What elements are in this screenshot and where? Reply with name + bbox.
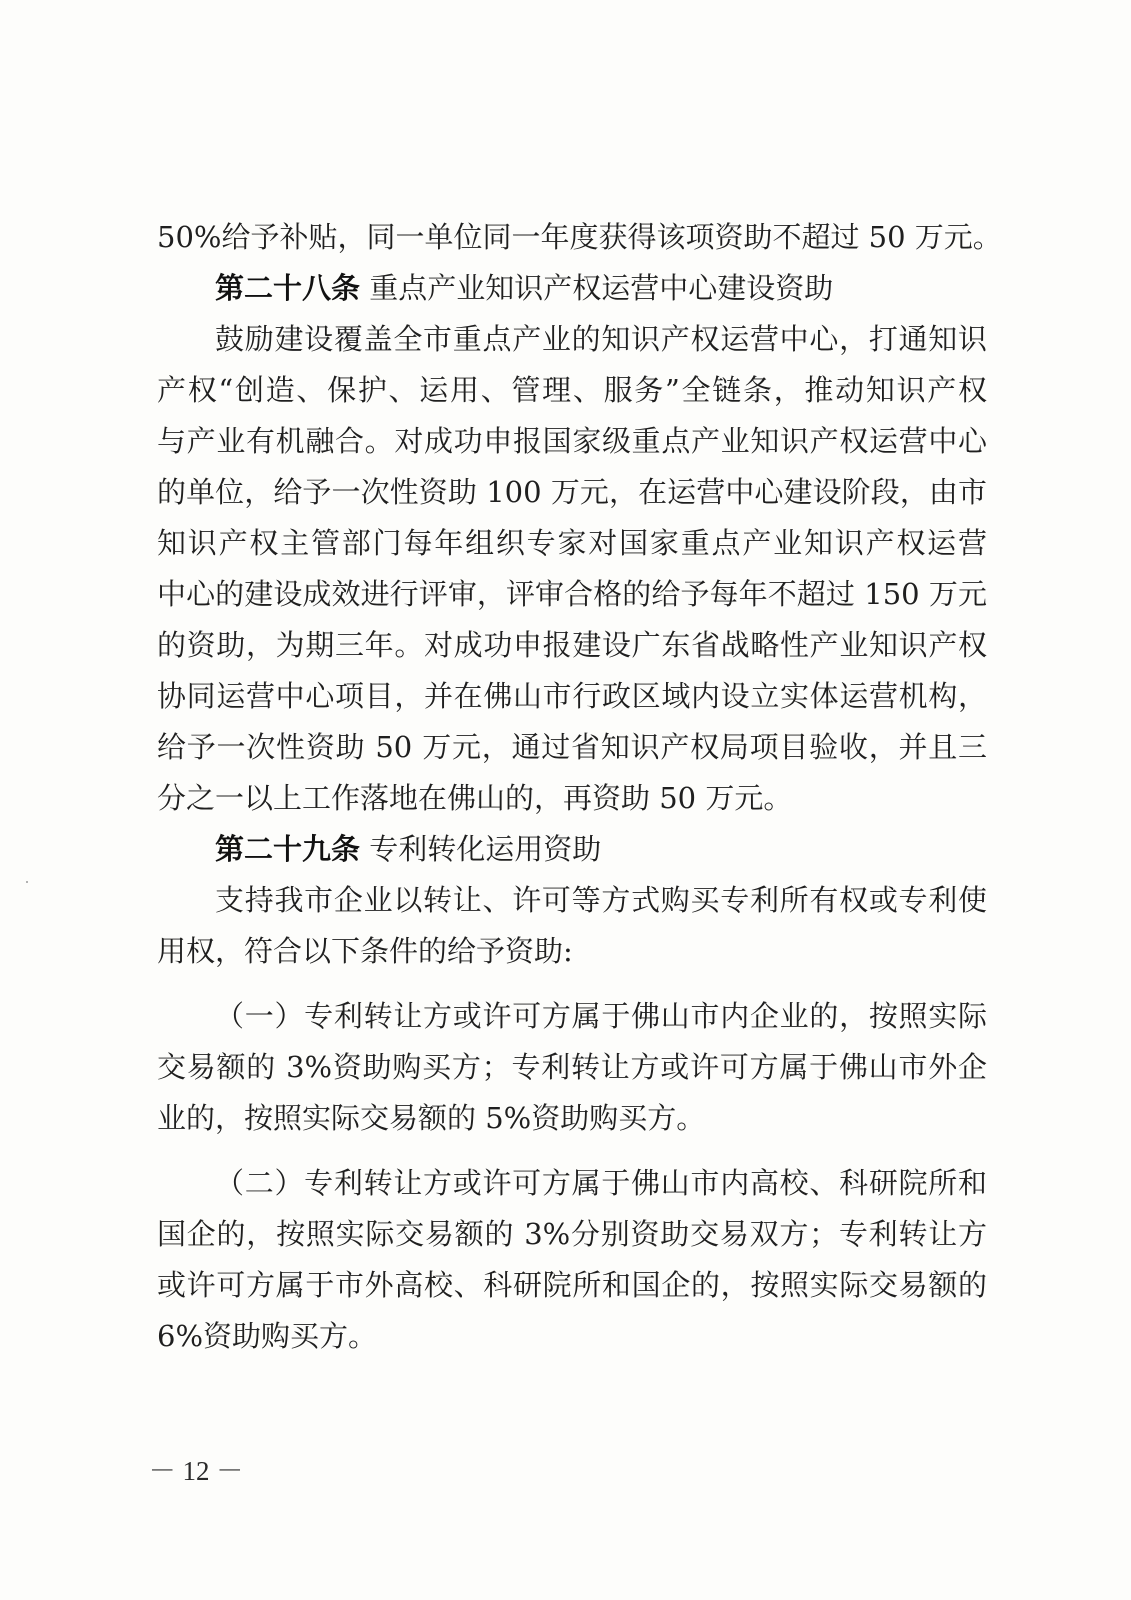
article-title: 重点产业知识产权运营中心建设资助: [360, 271, 834, 305]
list-item-line: 业的，按照实际交易额的 5%资助购买方。: [157, 1101, 706, 1135]
article-heading-28: [215, 262, 987, 314]
scan-speck: [26, 881, 28, 883]
paragraph-line: 协同运营中心项目，并在佛山市行政区域内设立实体运营机构，: [157, 679, 987, 713]
paragraph-line: 鼓励建设覆盖全市重点产业的知识产权运营中心，打通知识: [215, 322, 987, 356]
article-title: 专利转化运用资助: [360, 832, 602, 866]
article-heading-29: [215, 823, 987, 875]
paragraph-line: 分之一以上工作落地在佛山的，再资助 50 万元。: [157, 781, 793, 815]
paragraph-line: 支持我市企业以转让、许可等方式购买专利所有权或专利使: [215, 883, 987, 917]
paragraph-line: 与产业有机融合。对成功申报国家级重点产业知识产权运营中心: [157, 424, 987, 458]
article-number: 第二十八条: [215, 271, 361, 305]
paragraph-line: 用权，符合以下条件的给予资助:: [157, 934, 573, 968]
list-item-line: 6%资助购买方。: [157, 1319, 378, 1353]
page-number: － 12 －: [148, 1456, 244, 1486]
paragraph-line: 知识产权主管部门每年组织专家对国家重点产业知识产权运营: [157, 526, 987, 560]
paragraph-line: 中心的建设成效进行评审，评审合格的给予每年不超过 150 万元: [157, 577, 987, 611]
list-item-line: 交易额的 3%资助购买方；专利转让方或许可方属于佛山市外企: [157, 1050, 987, 1084]
article-number: 第二十九条: [215, 832, 361, 866]
paragraph-line: 的资助，为期三年。对成功申报建设广东省战略性产业知识产权: [157, 628, 987, 662]
list-item-line: 国企的，按照实际交易额的 3%分别资助交易双方；专利转让方: [157, 1217, 987, 1251]
list-item-line: 或许可方属于市外高校、科研院所和国企的，按照实际交易额的: [157, 1268, 987, 1302]
list-item-line: （二）专利转让方或许可方属于佛山市内高校、科研院所和: [215, 1166, 987, 1200]
paragraph-line: 的单位，给予一次性资助 100 万元，在运营中心建设阶段，由市: [157, 475, 987, 509]
paragraph-line: 给予一次性资助 50 万元，通过省知识产权局项目验收，并且三: [157, 730, 987, 764]
paragraph-line: 产权“创造、保护、运用、管理、服务”全链条，推动知识产权: [157, 373, 987, 407]
paragraph-line: 50%给予补贴，同一单位同一年度获得该项资助不超过 50 万元。: [157, 220, 1002, 254]
list-item-line: （一）专利转让方或许可方属于佛山市内企业的，按照实际: [215, 999, 987, 1033]
